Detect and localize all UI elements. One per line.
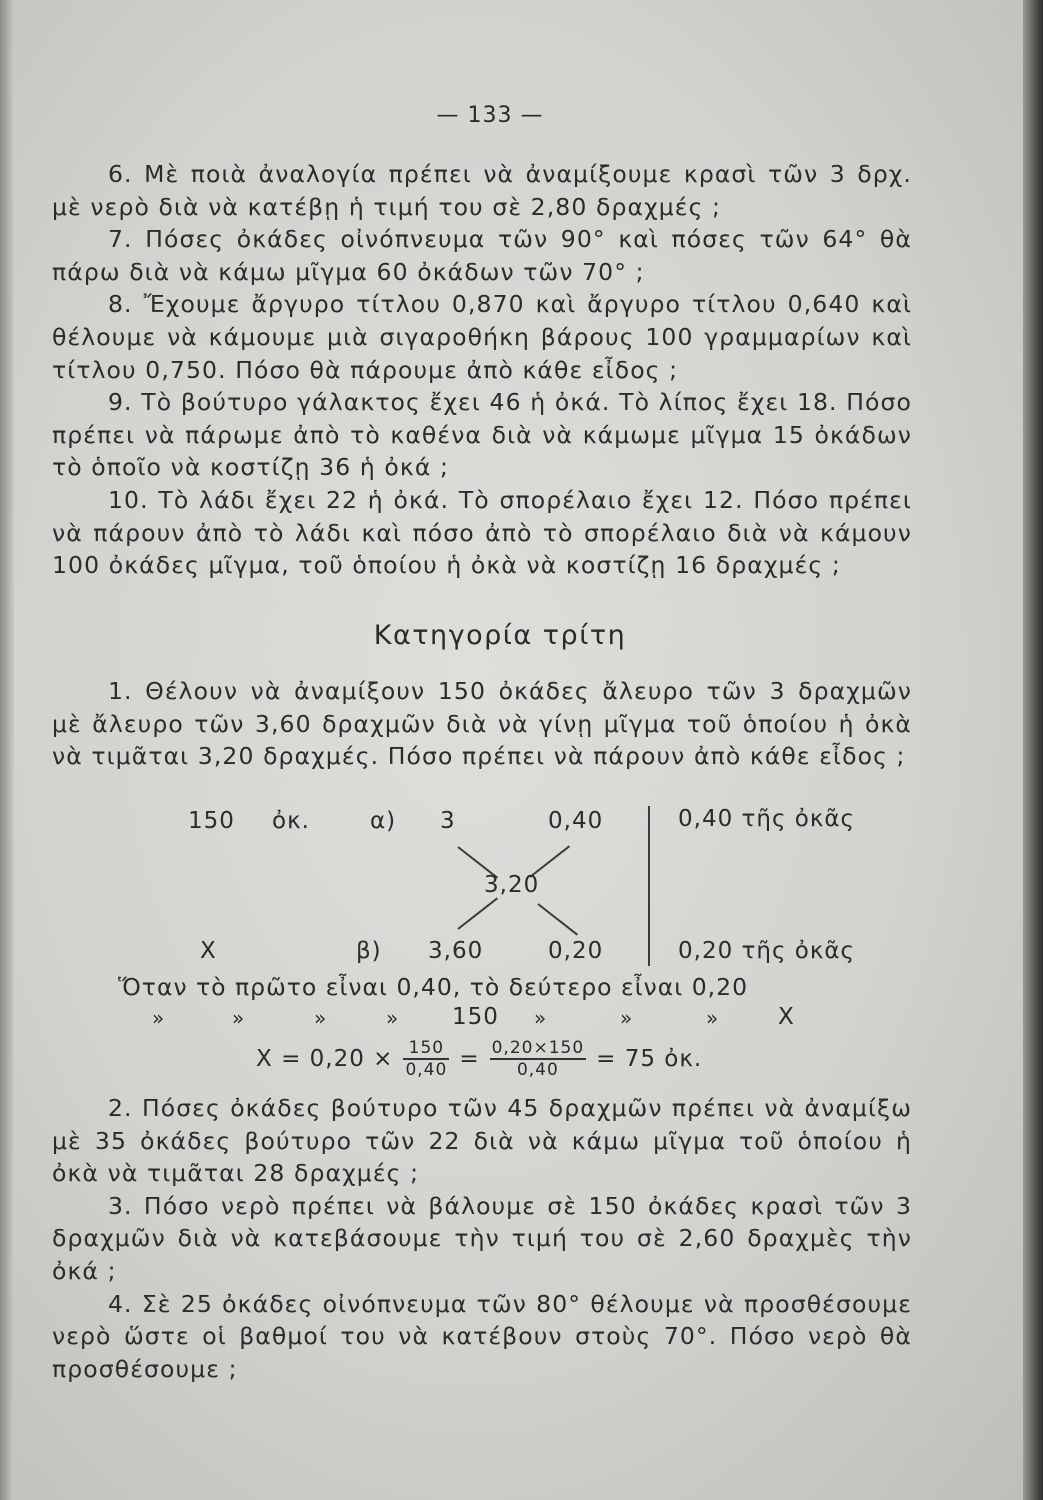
label-a: α) xyxy=(370,808,397,834)
result-a: 0,40 τῆς ὀκᾶς xyxy=(678,806,856,832)
price-a: 3 xyxy=(440,808,456,834)
book-spine-shadow xyxy=(1023,0,1043,1500)
diff-b: 0,20 xyxy=(548,938,604,964)
qty-a: 150 xyxy=(188,808,235,834)
problem-1-block xyxy=(52,675,912,773)
fraction-numerator: 150 xyxy=(403,1038,449,1060)
divider-line xyxy=(648,806,650,966)
proportion-line-1: Ὅταν τὸ πρῶτο εἶναι 0,40, τὸ δεύτερο εἶναι 0,20 xyxy=(118,973,749,1001)
fraction-denominator: 0,40 xyxy=(405,1060,448,1080)
fraction xyxy=(403,1038,449,1080)
problem-10: 10. Τὸ λάδι ἔχει 22 ἡ ὀκά. Τὸ σπορέλαιο ἔχει 12. Πόσο πρέπει νὰ πάρουν ἀπὸ τὸ λάδι καὶ πόσο ἀπὸ τὸ σπορέλαιο διὰ νὰ κάμουν 100 ὀκάδες μῖγμα, τοῦ ὁποίου ἡ ὀκὰ νὰ κοστίζῃ 16 δραχμές ; xyxy=(52,485,912,580)
equals-sign: = xyxy=(459,1046,480,1072)
problem-9: 9. Τὸ βούτυρο γάλακτος ἔχει 46 ἡ ὀκά. Τὸ λίπος ἔχει 18. Πόσο πρέπει νὰ πάρωμε ἀπὸ τὸ καθένα διὰ νὰ κάμωμε μῖγμα 15 ὀκάδων τὸ ὁποῖο νὰ κοστίζῃ 36 ἡ ὀκά ; xyxy=(52,388,912,482)
diagonal-line xyxy=(457,897,498,929)
page-edge-left xyxy=(0,0,14,1500)
fraction-numerator: 0,20×150 xyxy=(491,1038,585,1058)
problem-4: 4. Σὲ 25 ὀκάδες οἰνόπνευμα τῶν 80° θέλουμε νὰ προσθέσουμε νερὸ ὥστε οἱ βαθμοί του νὰ κατέβουν στοὺς 70°. Πόσο νερὸ θὰ προσθέσουμε ; xyxy=(52,1289,912,1383)
problem-3: 3. Πόσο νερὸ πρέπει νὰ βάλουμε σὲ 150 ὀκάδες κρασὶ τῶν 3 δραχμῶν διὰ νὰ κατεβάσουμε τὴν τιμή του σὲ 2,60 δραχμὲς τὴν ὀκά ; xyxy=(52,1191,912,1285)
problem-8: 8. Ἔχουμε ἄργυρο τίτλου 0,870 καὶ ἄργυρο τίτλου 0,640 καὶ θέλουμε νὰ κάμουμε μιὰ σιγαροθήκη βάρους 100 γραμμαρίων καὶ τίτλου 0,750. Πόσο θὰ πάρουμε ἀπὸ κάθε εἶδος ; xyxy=(52,290,912,384)
value-150: 150 xyxy=(452,1004,499,1030)
equation-result: = 75 ὀκ. xyxy=(596,1046,703,1072)
problem-6: 6. Μὲ ποιὰ ἀναλογία πρέπει νὰ ἀναμίξουμε κρασὶ τῶν 3 δρχ. μὲ νερὸ διὰ νὰ κατέβῃ ἡ τιμή του σὲ 2,80 δραχμές ; xyxy=(52,160,912,221)
ditto-mark: » xyxy=(232,1006,246,1030)
problems-top xyxy=(52,158,912,582)
problem-2: 2. Πόσες ὀκάδες βούτυρο τῶν 45 δραχμῶν πρέπει νὰ ἀναμίξω μὲ 35 ὀκάδες βούτυρο τῶν 22 διὰ νὰ κάμω μῖγμα τοῦ ὁποίου ἡ ὀκὰ νὰ τιμᾶται 28 δραχμές ; xyxy=(52,1094,912,1188)
problem-1: 1. Θέλουν νὰ ἀναμίξουν 150 ὀκάδες ἄλευρο τῶν 3 δραχμῶν μὲ ἄλευρο τῶν 3,60 δραχμῶν διὰ νὰ γίνῃ μῖγμα τοῦ ὁποίου ἡ ὀκὰ νὰ τιμᾶται 3,20 δραχμές. Πόσο πρέπει νὰ πάρουν ἀπὸ κάθε εἶδος ; xyxy=(52,677,912,771)
fraction xyxy=(490,1038,587,1080)
equation-lhs: X = 0,20 × xyxy=(256,1046,394,1072)
problem-7: 7. Πόσες ὀκάδες οἰνόπνευμα τῶν 90° καὶ πόσες τῶν 64° θὰ πάρω διὰ νὰ κάμω μῖγμα 60 ὀκάδων τῶν 70° ; xyxy=(52,225,912,286)
page-number: — 133 — xyxy=(436,103,544,128)
price-b: 3,60 xyxy=(428,938,484,964)
result-b: 0,20 τῆς ὀκᾶς xyxy=(678,938,856,964)
label-b: β) xyxy=(356,938,382,964)
ditto-mark: » xyxy=(314,1006,328,1030)
value-x: X xyxy=(778,1004,795,1030)
ditto-mark: » xyxy=(620,1006,634,1030)
ditto-mark: » xyxy=(386,1006,400,1030)
ditto-mark: » xyxy=(534,1006,548,1030)
ditto-mark: » xyxy=(706,1006,720,1030)
fraction-denominator: 0,40 xyxy=(516,1060,559,1080)
diagonal-line xyxy=(537,903,578,935)
equation xyxy=(256,1038,702,1080)
center-price: 3,20 xyxy=(484,872,540,898)
problems-bottom xyxy=(52,1092,912,1385)
section-heading: Κατηγορία τρίτη xyxy=(373,620,627,651)
qty-b: X xyxy=(200,938,217,964)
diff-a: 0,40 xyxy=(548,808,604,834)
ditto-mark: » xyxy=(152,1006,166,1030)
unit-a: ὀκ. xyxy=(272,808,310,834)
